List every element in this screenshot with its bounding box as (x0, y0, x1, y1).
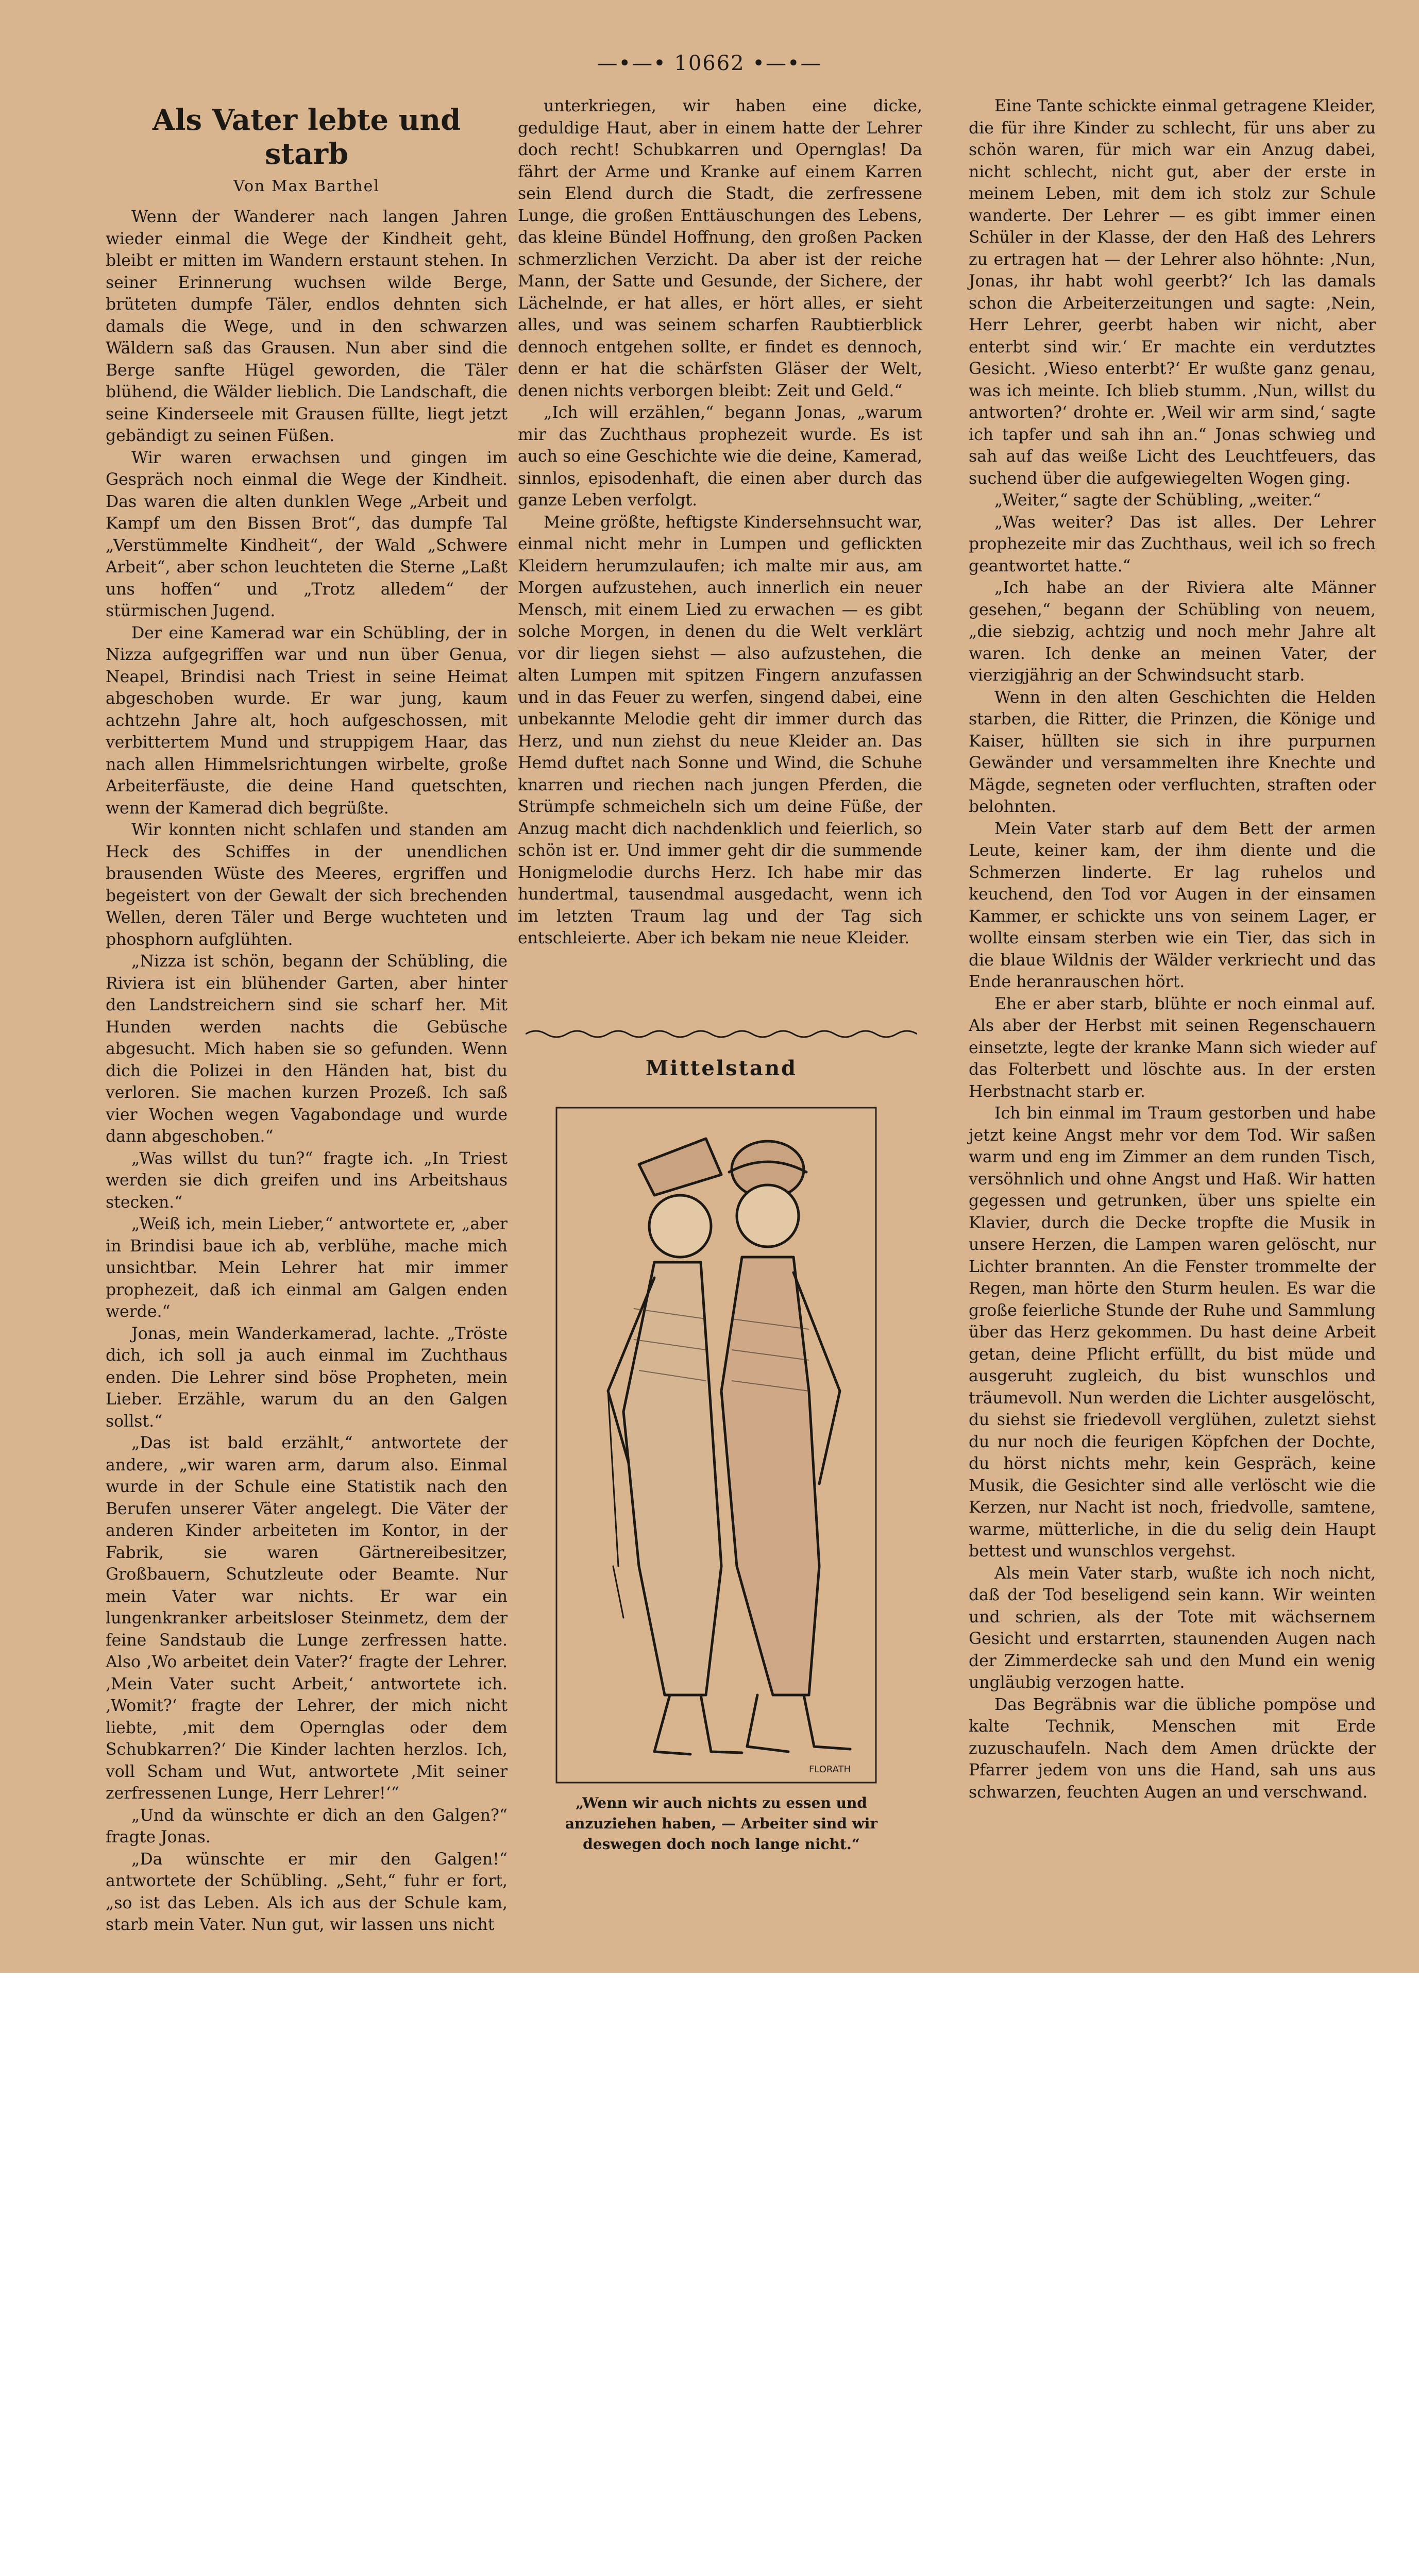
article-column-2 (518, 95, 922, 950)
paragraph: Eine Tante schickte einmal getragene Kleider, die für ihre Kinder zu schlecht, für uns aber zu schön waren, für mich war ein Anzug dabei, nicht schlecht, nicht gut, aber der erste in meinem Leben, mit dem ich stolz zur Schule wanderte. Der Lehrer — es gibt immer einen Schüler in der Klasse, der den Haß des Lehrers zu ertragen hat — der Lehrer also höhnte: ‚Nun, Jonas, ihr habt wohl geerbt?‘ Ich las damals schon die Arbeiterzeitungen und sagte: ‚Nein, Herr Lehrer, geerbt haben wir nicht, aber enterbt sind wir.‘ Er machte ein verdutztes Gesicht. ‚Wieso enterbt?‘ Er wußte ganz genau, was ich meinte. Ich blieb stumm. ‚Nun, willst du antworten?‘ drohte er. ‚Weil wir arm sind,‘ sagte ich tapfer und sah ihn an.“ Jonas schwieg und sah auf das weiße Licht des Leuchtfeuers, das suchend über die aufgewiegelten Wogen ging. (969, 97, 1376, 488)
article-column-3 (969, 95, 1376, 1803)
paragraph: „Weiß ich, mein Lieber,“ antwortete er, „aber in Brindisi baue ich ab, verblühe, mache mich unsichtbar. Mein Lehrer hat mir immer prophezeit, daß ich einmal am Galgen enden werde.“ (106, 1215, 508, 1321)
paragraph: Ehe er aber starb, blühte er noch einmal auf. Als aber der Herbst mit seinen Regenschauern einsetzte, legte der kranke Mann sich wieder auf das Folterbett und löschte aus. In der ersten Herbstnacht starb er. (969, 994, 1376, 1101)
column-3-paragraphs (969, 95, 1376, 1803)
paragraph: Wir waren erwachsen und gingen im Gespräch noch einmal die Wege der Kindheit. Das waren die alten dunklen Wege „Arbeit und Kampf um den Bissen Brot“, das dumpfe Tal „Verstümmelte Kindheit“, der Wald „Schwere Arbeit“, aber schon leuchteten die Sterne „Laßt uns hoffen“ und „Trotz alledem“ der stürmischen Jugend. (106, 448, 508, 620)
paragraph: „Was weiter? Das ist alles. Der Lehrer prophezeite mir das Zuchthaus, weil ich so frech geantwortet hatte.“ (969, 513, 1376, 575)
paragraph: „Nizza ist schön, begann der Schübling, die Riviera ist ein blühender Garten, aber hinter den Landstreichern sind sie scharf her. Mit Hunden werden nachts die Gebüsche abgesucht. Mich haben sie so gefunden. Wenn dich die Polizei in den Händen hat, bist du verloren. Sie machen kurzen Prozeß. Ich saß vier Wochen wegen Vagabondage und wurde dann abgeschoben.“ (106, 952, 508, 1146)
page-number-text: 10662 (674, 52, 745, 75)
article-byline: Von Max Barthel (233, 177, 380, 195)
article-column-1 (106, 103, 508, 1936)
paragraph: Wir konnten nicht schlafen und standen am Heck des Schiffes in der unendlichen brausenden Wüste des Meeres, ergriffen und begeistert von der Gewalt der sich brechenden Wellen, deren Täler und Berge wuchteten und phosphorn aufglühten. (106, 821, 508, 949)
paragraph: unterkriegen, wir haben eine dicke, geduldige Haut, aber in einem hatte der Lehrer doch recht! Schubkarren und Opernglas! Da fährt der Arme und Kranke auf einem Karren sein Elend durch die Stadt, die zerfressene Lunge, die großen Enttäuschungen des Lebens, das kleine Bündel Hoffnung, den großen Packen schmerzlichen Verzicht. Da aber ist der reiche Mann, der Satte und Gesunde, der Sichere, der Lächelnde, er hat alles, er hört alles, er sieht alles, und was seinem scharfen Raubtierblick dennoch entgehen sollte, er findet es dennoch, denn er hat die schärfsten Gläser der Welt, denen nichts verborgen bleibt: Zeit und Geld.“ (518, 97, 922, 400)
paragraph: „Was willst du tun?“ fragte ich. „In Triest werden sie dich greifen und ins Arbeitshaus stecken.“ (106, 1149, 508, 1212)
footer-bar (0, 1973, 1419, 2076)
column-2-paragraphs (518, 95, 922, 950)
paragraph: Als mein Vater starb, wußte ich noch nicht, daß der Tod beseligend sein kann. Wir weinten und schrien, als der Tote mit wächsernem Gesicht und erstarrten, staunenden Augen nach der Zimmerdecke sah und den Mund ein wenig ungläubig verzogen hatte. (969, 1564, 1376, 1692)
page-number-rule-right: •—•— (752, 52, 822, 75)
article-title: Als Vater lebte und starb (152, 103, 461, 171)
illustration-two-men (551, 1103, 881, 1788)
paragraph: „Und da wünschte er dich an den Galgen?“ fragte Jonas. (106, 1806, 508, 1846)
illustration-caption: „Wenn wir auch nichts zu essen und anzuziehen haben, — Arbeiter sind wir deswegen doch noch lange nicht.“ (565, 1794, 878, 1853)
illustration-signature: FLORATH (809, 1764, 851, 1775)
decorative-divider (526, 1028, 917, 1040)
paragraph: „Da wünschte er mir den Galgen!“ antwortete der Schübling. „Seht,“ fuhr er fort, „so ist das Leben. Als ich aus der Schule kam, starb mein Vater. Nun gut, wir lassen uns nicht (106, 1850, 508, 1934)
column-1-paragraphs (106, 206, 508, 1936)
paragraph: Das Begräbnis war die übliche pompöse und kalte Technik, Menschen mit Erde zuzuschaufeln. Nach dem Amen drückte der Pfarrer jedem von uns die Hand, sah uns aus schwarzen, feuchten Augen an und verschwand. (969, 1695, 1376, 1802)
paragraph: Der eine Kamerad war ein Schübling, der in Nizza aufgegriffen war und nun über Genua, Neapel, Brindisi nach Triest in seine Heimat abgeschoben wurde. Er war jung, kaum achtzehn Jahre alt, hoch aufgeschossen, mit verbittertem Mund und struppigem Haar, das nach allen Himmelsrichtungen wirbelte, große Arbeiterfäuste, die deine Hand quetschten, wenn der Kamerad dich begrüßte. (106, 623, 508, 818)
paragraph: „Ich habe an der Riviera alte Männer gesehen,“ begann der Schübling von neuem, „die siebzig, achtzig und noch mehr Jahre alt waren. Ich denke an meinen Vater, der vierzigjährig an der Schwindsucht starb. (969, 579, 1376, 685)
paragraph: „Weiter,“ sagte der Schübling, „weiter.“ (994, 491, 1322, 510)
paragraph: Ich bin einmal im Traum gestorben und habe jetzt keine Angst mehr vor dem Tod. Wir saßen warm und eng im Zimmer an dem runden Tisch, versöhnlich und ohne Angst und Haß. Wir hatten gegessen und getrunken, über uns spielte ein Klavier, durch die Decke tropfte die Musik in unsere Herzen, die Lampen waren gelöscht, nur Lichter brannten. An die Fenster trommelte der Regen, man hörte den Sturm heulen. Es war die große feierliche Stunde der Ruhe und Sammlung über das Herz gekommen. Du hast deine Arbeit getan, deine Pflicht erfüllt, du bist müde und ausgeruht zugleich, du bist wunschlos und träumevoll. Nun werden die Lichter ausgelöscht, du siehst sie friedevoll verglühen, zuletzt siehst du nur noch die feurigen Köpfchen der Dochte, du hörst nichts mehr, kein Gespräch, keine Musik, die Gesichter sind alle verlöscht wie die Kerzen, nur Nacht ist noch, friedvolle, samtene, warme, mütterliche, in die du selig dein Haupt bettest und wunschlos vergehst. (969, 1104, 1376, 1561)
page-number (593, 52, 826, 82)
paragraph: Wenn in den alten Geschichten die Helden starben, die Ritter, die Prinzen, die Könige und Kaiser, hüllten sie sich in ihre purpurnen Gewänder und versammelten ihre Knechte und Mägde, segneten oder verfluchten, straften oder belohnten. (969, 688, 1376, 816)
paragraph: Wenn der Wanderer nach langen Jahren wieder einmal die Wege der Kindheit geht, bleibt er mitten im Wandern erstaunt stehen. In seiner Erinnerung wuchsen wilde Berge, brüteten dumpfe Täler, endlos dehnten sich damals die Wege, und in den schwarzen Wäldern saß das Grausen. Nun aber sind die Berge sanfte Hügel geworden, die Täler blühend, die Wälder lieblich. Die Landschaft, die seine Kinderseele mit Grausen füllte, liegt jetzt gebändigt zu seinen Füßen. (106, 208, 508, 445)
paragraph: Mein Vater starb auf dem Bett der armen Leute, keiner kam, der ihm diente und die Schmerzen linderte. Er lag ruhelos und keuchend, den Tod vor Augen in der einsamen Kammer, er schickte uns von seinem Lager, er wollte einsam sterben wie ein Tier, das sich in die blaue Wildnis der Wälder verkriecht und das Ende heranrauschen hört. (969, 819, 1376, 991)
page-number-rule-left: —•—• (597, 52, 667, 75)
paragraph: Jonas, mein Wanderkamerad, lachte. „Tröste dich, ich soll ja auch einmal im Zuchthaus enden. Die Lehrer sind böse Propheten, mein Lieber. Erzähle, warum du an den Galgen sollst.“ (106, 1324, 508, 1431)
paragraph: „Ich will erzählen,“ begann Jonas, „warum mir das Zuchthaus prophezeit wurde. Es ist auch so eine Geschichte wie die deine, Kamerad, sinnlos, episodenhaft, die einen aber durch das ganze Leben verfolgt. (518, 403, 922, 510)
paragraph: Meine größte, heftigste Kindersehnsucht war, einmal nicht mehr in Lumpen und geflickten Kleidern herumzulaufen; ich malte mir aus, am Morgen aufzustehen, auch innerlich ein neuer Mensch, mit einem Lied zu erwachen — es gibt solche Morgen, in denen du die Welt verklärt vor dir liegen siehst — also aufzustehen, die alten Lumpen mit spitzen Fingern anzufassen und in das Feuer zu werfen, singend dabei, eine unbekannte Melodie geht dir immer durch das Herz, und nun ziehst du neue Kleider an. Das Hemd duftet nach Sonne und Wind, die Schuhe knarren und riechen nach jungen Pferden, die Strümpfe schmeicheln sich um deine Füße, der Anzug macht dich nachdenklich und feierlich, so schön ist er. Und immer geht dir die summende Honigmelodie durchs Herz. Ich habe mir das hundertmal, tausendmal ausgedacht, wenn ich im letzten Traum lag und der Tag sich entschleierte. Aber ich bekam nie neue Kleider. (518, 513, 922, 947)
paragraph: „Das ist bald erzählt,“ antwortete der andere, „wir waren arm, darum also. Einmal wurde in der Schule eine Statistik nach den Berufen unserer Väter angelegt. Die Väter der anderen Kinder arbeiteten im Kontor, in der Fabrik, sie waren Gärtnereibesitzer, Großbauern, Schutzleute oder Beamte. Nur mein Vater war nichts. Er war ein lungenkranker arbeitsloser Steinmetz, dem der feine Sandstaub die Lunge zerfressen hatte. Also ‚Wo arbeitet dein Vater?‘ fragte der Lehrer. ‚Mein Vater sucht Arbeit,‘ antwortete ich. ‚Womit?‘ fragte der Lehrer, der mich nicht liebte, ‚mit dem Opernglas oder dem Schubkarren?‘ Die Kinder lachten herzlos. Ich, voll Scham und Wut, antwortete ‚Mit seiner zerfressenen Lunge, Herr Lehrer!‘“ (106, 1434, 508, 1803)
illustration-title: Mittelstand (645, 1056, 798, 1080)
